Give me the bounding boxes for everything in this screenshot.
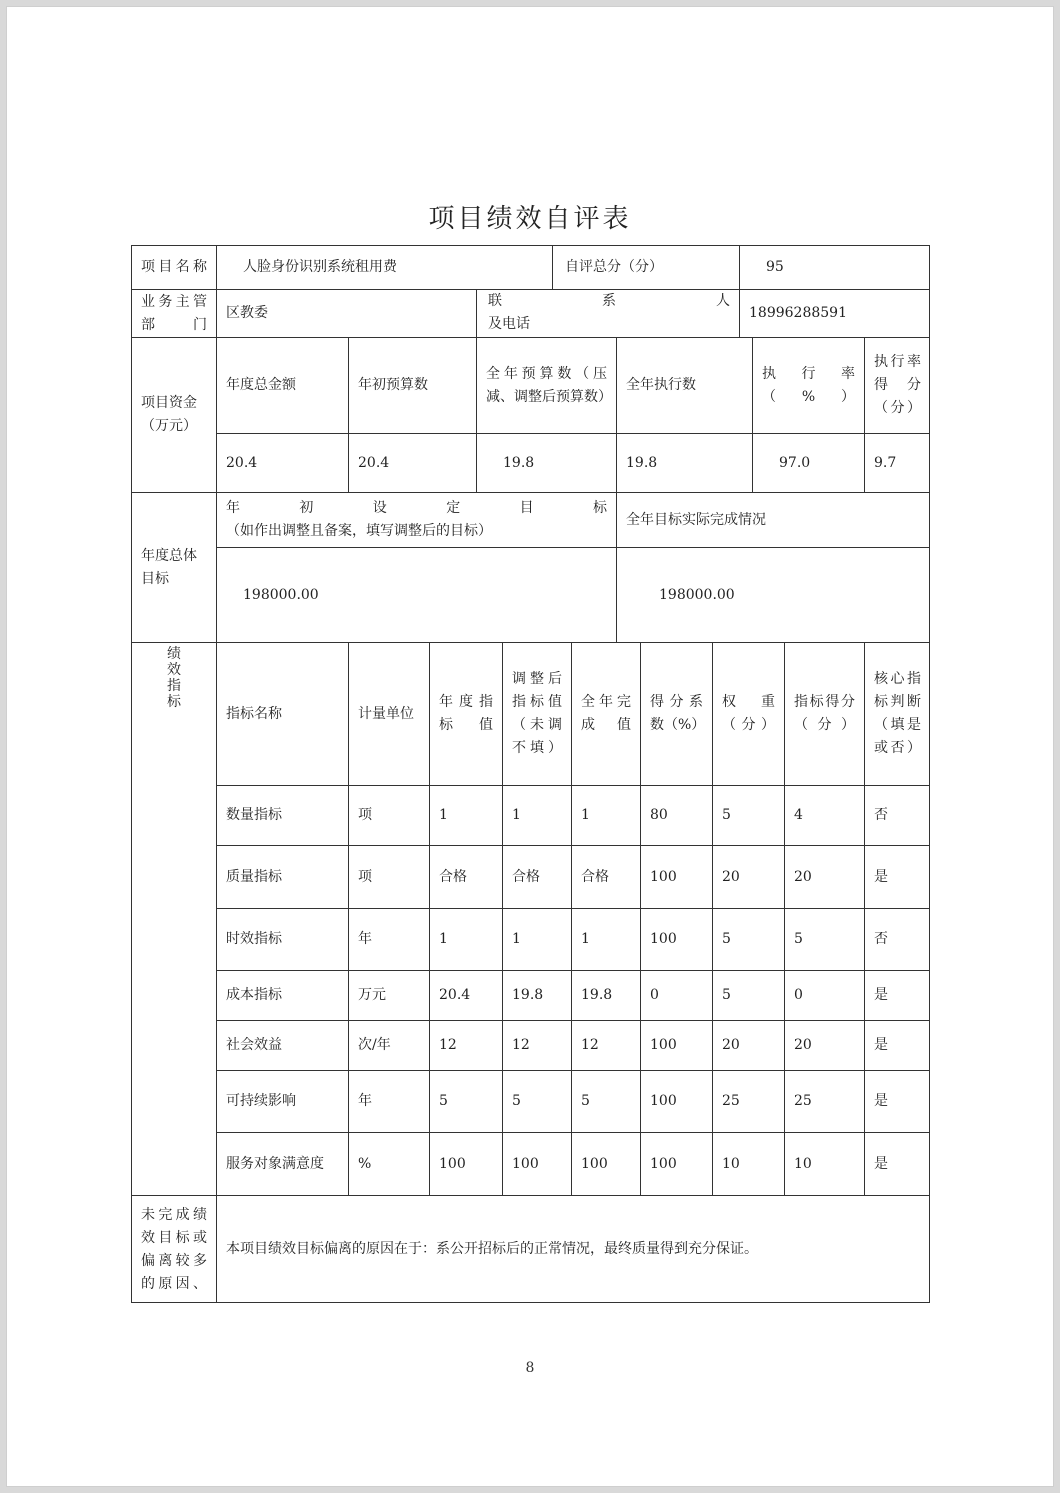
page-number: 8	[525, 1360, 535, 1376]
ind-score-cell: 0	[784, 970, 864, 1020]
ind-unit-cell: 年	[348, 1070, 429, 1132]
ind-annual-cell: 合格	[429, 845, 502, 908]
funds-col-initial: 年初预算数	[348, 337, 476, 433]
contact-label	[476, 289, 739, 337]
ind-header-completed: 全年完成值	[571, 642, 640, 785]
ind-unit-cell: 年	[348, 908, 429, 970]
ind-completed-cell: 1	[571, 908, 640, 970]
project-name-label: 项目名称	[131, 245, 216, 289]
project-name-value: 人脸身份识别系统租用费	[216, 245, 552, 289]
ind-completed-cell: 5	[571, 1070, 640, 1132]
ind-header-coefficient: 得分系数（%）	[640, 642, 712, 785]
indicators-label: 绩效指标	[131, 642, 216, 1195]
funds-col-rate: 执 行 率（%）	[752, 337, 864, 433]
ind-unit-cell: 项	[348, 845, 429, 908]
goals-set-value: 198000.00	[216, 547, 616, 642]
funds-col-executed: 全年执行数	[616, 337, 752, 433]
ind-coefficient-cell: 100	[640, 1020, 712, 1070]
page-title: 项目绩效自评表	[428, 204, 632, 234]
dept-value: 区教委	[216, 289, 476, 337]
ind-completed-cell: 1	[571, 785, 640, 845]
dept-label: 业务主管部门	[131, 289, 216, 337]
deviation-text: 本项目绩效目标偏离的原因在于：系公开招标后的正常情况，最终质量得到充分保证。	[216, 1195, 930, 1303]
ind-completed-cell: 合格	[571, 845, 640, 908]
ind-adjusted-cell: 1	[502, 785, 571, 845]
ind-score-cell: 20	[784, 845, 864, 908]
funds-value-rate-score: 9.7	[864, 433, 930, 492]
ind-core-cell: 是	[864, 1020, 930, 1070]
ind-adjusted-cell: 19.8	[502, 970, 571, 1020]
deviation-label: 未完成绩效目标或偏离较多的原因、	[131, 1195, 216, 1303]
funds-value-executed: 19.8	[616, 433, 752, 492]
ind-adjusted-cell: 合格	[502, 845, 571, 908]
ind-coefficient-cell: 100	[640, 1132, 712, 1195]
ind-weight-cell: 5	[712, 970, 784, 1020]
ind-name-cell: 可持续影响	[216, 1070, 348, 1132]
funds-col-total: 年度总金额	[216, 337, 348, 433]
ind-header-weight: 权 重（分）	[712, 642, 784, 785]
ind-adjusted-cell: 1	[502, 908, 571, 970]
ind-adjusted-cell: 5	[502, 1070, 571, 1132]
funds-col-adjusted: 全年预算数（压减、调整后预算数）	[476, 337, 616, 433]
goals-set-header	[216, 492, 616, 547]
funds-value-adjusted: 19.8	[476, 433, 616, 492]
ind-unit-cell: 项	[348, 785, 429, 845]
ind-adjusted-cell: 100	[502, 1132, 571, 1195]
ind-header-name: 指标名称	[216, 642, 348, 785]
ind-name-cell: 质量指标	[216, 845, 348, 908]
ind-core-cell: 否	[864, 785, 930, 845]
ind-weight-cell: 20	[712, 1020, 784, 1070]
funds-col-rate-score: 执行率得分（分）	[864, 337, 930, 433]
ind-core-cell: 是	[864, 1070, 930, 1132]
funds-value-total: 20.4	[216, 433, 348, 492]
ind-coefficient-cell: 80	[640, 785, 712, 845]
ind-unit-cell: 万元	[348, 970, 429, 1020]
ind-core-cell: 是	[864, 845, 930, 908]
ind-name-cell: 成本指标	[216, 970, 348, 1020]
ind-adjusted-cell: 12	[502, 1020, 571, 1070]
funds-value-initial: 20.4	[348, 433, 476, 492]
ind-score-cell: 20	[784, 1020, 864, 1070]
goals-actual-header: 全年目标实际完成情况	[616, 492, 930, 547]
ind-coefficient-cell: 100	[640, 1070, 712, 1132]
ind-weight-cell: 10	[712, 1132, 784, 1195]
ind-name-cell: 数量指标	[216, 785, 348, 845]
ind-score-cell: 25	[784, 1070, 864, 1132]
ind-unit-cell: 次/年	[348, 1020, 429, 1070]
ind-name-cell: 社会效益	[216, 1020, 348, 1070]
ind-completed-cell: 100	[571, 1132, 640, 1195]
ind-coefficient-cell: 0	[640, 970, 712, 1020]
goals-set-header-line1: 年初设定目标	[226, 500, 607, 516]
ind-score-cell: 5	[784, 908, 864, 970]
ind-annual-cell: 5	[429, 1070, 502, 1132]
self-score-label: 自评总分（分）	[552, 245, 739, 289]
ind-name-cell: 时效指标	[216, 908, 348, 970]
ind-weight-cell: 5	[712, 908, 784, 970]
ind-core-cell: 是	[864, 970, 930, 1020]
ind-coefficient-cell: 100	[640, 845, 712, 908]
contact-label-line1: 联 系 人	[488, 293, 730, 309]
ind-completed-cell: 19.8	[571, 970, 640, 1020]
ind-header-unit: 计量单位	[348, 642, 429, 785]
ind-annual-cell: 100	[429, 1132, 502, 1195]
ind-score-cell: 4	[784, 785, 864, 845]
ind-header-adjusted: 调整后指标值（未调不填）	[502, 642, 571, 785]
self-score-value: 95	[739, 245, 930, 289]
ind-annual-cell: 1	[429, 785, 502, 845]
ind-core-cell: 是	[864, 1132, 930, 1195]
ind-annual-cell: 12	[429, 1020, 502, 1070]
funds-label: 项目资金（万元）	[131, 337, 216, 492]
ind-weight-cell: 20	[712, 845, 784, 908]
contact-label-line2: 及电话	[488, 316, 530, 332]
ind-annual-cell: 1	[429, 908, 502, 970]
ind-name-cell: 服务对象满意度	[216, 1132, 348, 1195]
ind-coefficient-cell: 100	[640, 908, 712, 970]
ind-weight-cell: 25	[712, 1070, 784, 1132]
ind-completed-cell: 12	[571, 1020, 640, 1070]
ind-header-annual: 年度指标值	[429, 642, 502, 785]
funds-value-rate: 97.0	[752, 433, 864, 492]
ind-annual-cell: 20.4	[429, 970, 502, 1020]
contact-value: 18996288591	[739, 289, 930, 337]
ind-unit-cell: %	[348, 1132, 429, 1195]
goals-actual-value: 198000.00	[616, 547, 930, 642]
ind-core-cell: 否	[864, 908, 930, 970]
ind-weight-cell: 5	[712, 785, 784, 845]
ind-header-score: 指标得分（分）	[784, 642, 864, 785]
goals-set-header-line2: （如作出调整且备案，填写调整后的目标）	[226, 523, 492, 539]
goals-label: 年度总体目标	[131, 492, 216, 642]
ind-score-cell: 10	[784, 1132, 864, 1195]
ind-header-core: 核心指标判断（填是或否）	[864, 642, 930, 785]
